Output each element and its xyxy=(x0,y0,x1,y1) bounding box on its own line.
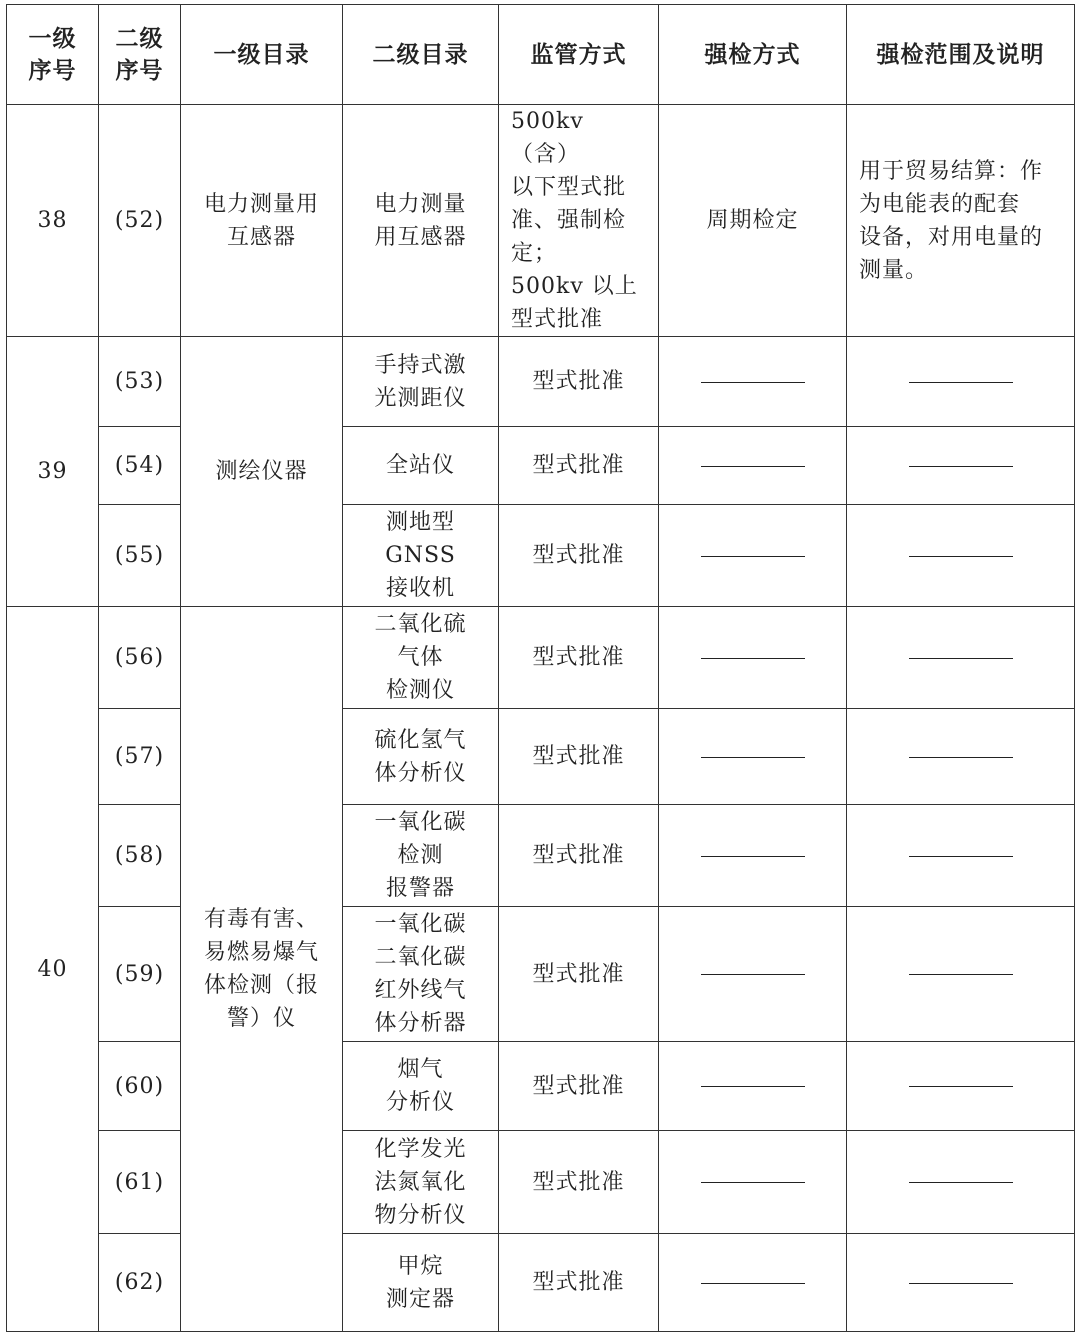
inspection-method xyxy=(659,805,847,907)
inspection-method xyxy=(659,505,847,607)
level1-no: 38 xyxy=(7,105,99,337)
header-scope: 强检范围及说明 xyxy=(847,5,1075,105)
inspection-scope xyxy=(847,709,1075,805)
level2-catalog: 一氧化碳 二氧化碳 红外线气 体分析器 xyxy=(343,907,499,1042)
level1-catalog: 电力测量用 互感器 xyxy=(181,105,343,337)
level2-no: (56) xyxy=(99,607,181,709)
inspection-scope xyxy=(847,805,1075,907)
dash-line xyxy=(701,1283,805,1284)
inspection-method xyxy=(659,1234,847,1332)
table-row xyxy=(7,427,1075,505)
level2-catalog: 化学发光 法氮氧化 物分析仪 xyxy=(343,1131,499,1234)
table-row xyxy=(7,709,1075,805)
inspection-scope xyxy=(847,427,1075,505)
table-row xyxy=(7,607,1075,709)
header-row xyxy=(7,5,1075,105)
table-row xyxy=(7,505,1075,607)
level2-catalog: 烟气 分析仪 xyxy=(343,1042,499,1131)
dash-line xyxy=(909,1283,1013,1284)
inspection-scope xyxy=(847,1234,1075,1332)
dash-line xyxy=(909,757,1013,758)
level2-no: (61) xyxy=(99,1131,181,1234)
table-row xyxy=(7,1042,1075,1131)
level2-catalog: 一氧化碳 检测 报警器 xyxy=(343,805,499,907)
supervision-method: 型式批准 xyxy=(499,805,659,907)
level1-no: 39 xyxy=(7,337,99,607)
level2-no: (58) xyxy=(99,805,181,907)
inspection-method xyxy=(659,1131,847,1234)
dash-line xyxy=(909,556,1013,557)
level2-catalog: 硫化氢气 体分析仪 xyxy=(343,709,499,805)
header-level2-no: 二级 序号 xyxy=(99,5,181,105)
table-row xyxy=(7,907,1075,1042)
supervision-method: 型式批准 xyxy=(499,1131,659,1234)
supervision-method: 型式批准 xyxy=(499,1234,659,1332)
dash-line xyxy=(701,974,805,975)
level2-no: (59) xyxy=(99,907,181,1042)
dash-line xyxy=(909,658,1013,659)
inspection-method: 周期检定 xyxy=(659,105,847,337)
table-row xyxy=(7,805,1075,907)
header-level2-catalog: 二级目录 xyxy=(343,5,499,105)
inspection-scope xyxy=(847,337,1075,427)
supervision-method: 500kv（含） 以下型式批 准、强制检 定； 500kv 以上 型式批准 xyxy=(499,105,659,337)
table-row xyxy=(7,1131,1075,1234)
table-row xyxy=(7,1234,1075,1332)
supervision-method: 型式批准 xyxy=(499,907,659,1042)
dash-line xyxy=(909,382,1013,383)
supervision-method: 型式批准 xyxy=(499,607,659,709)
level2-no: (52) xyxy=(99,105,181,337)
level1-no: 40 xyxy=(7,607,99,1332)
inspection-scope: 用于贸易结算：作 为电能表的配套 设备，对用电量的 测量。 xyxy=(847,105,1075,337)
inspection-method xyxy=(659,427,847,505)
inspection-scope xyxy=(847,907,1075,1042)
inspection-method xyxy=(659,337,847,427)
supervision-method: 型式批准 xyxy=(499,1042,659,1131)
inspection-method xyxy=(659,607,847,709)
inspection-scope xyxy=(847,607,1075,709)
dash-line xyxy=(701,757,805,758)
dash-line xyxy=(701,1086,805,1087)
supervision-method: 型式批准 xyxy=(499,427,659,505)
supervision-method: 型式批准 xyxy=(499,337,659,427)
inspection-scope xyxy=(847,1042,1075,1131)
level1-catalog: 有毒有害、 易燃易爆气 体检测（报 警）仪 xyxy=(181,607,343,1332)
level2-no: (54) xyxy=(99,427,181,505)
dash-line xyxy=(701,556,805,557)
dash-line xyxy=(701,658,805,659)
level2-no: (62) xyxy=(99,1234,181,1332)
inspection-method xyxy=(659,1042,847,1131)
dash-line xyxy=(701,1182,805,1183)
inspection-method xyxy=(659,907,847,1042)
supervision-method: 型式批准 xyxy=(499,709,659,805)
table-row xyxy=(7,337,1075,427)
supervision-method: 型式批准 xyxy=(499,505,659,607)
level2-catalog: 甲烷 测定器 xyxy=(343,1234,499,1332)
inspection-method xyxy=(659,709,847,805)
header-level1-catalog: 一级目录 xyxy=(181,5,343,105)
header-level1-no: 一级 序号 xyxy=(7,5,99,105)
level2-catalog: 二氧化硫 气体 检测仪 xyxy=(343,607,499,709)
dash-line xyxy=(701,856,805,857)
dash-line xyxy=(909,856,1013,857)
level2-no: (53) xyxy=(99,337,181,427)
level2-catalog: 电力测量 用互感器 xyxy=(343,105,499,337)
dash-line xyxy=(909,974,1013,975)
dash-line xyxy=(909,1182,1013,1183)
level2-catalog: 全站仪 xyxy=(343,427,499,505)
header-inspection: 强检方式 xyxy=(659,5,847,105)
level2-no: (57) xyxy=(99,709,181,805)
header-supervision: 监管方式 xyxy=(499,5,659,105)
metrology-catalog-table xyxy=(6,4,1075,1332)
table-row xyxy=(7,105,1075,337)
dash-line xyxy=(701,382,805,383)
level1-catalog: 测绘仪器 xyxy=(181,337,343,607)
dash-line xyxy=(909,1086,1013,1087)
level2-no: (60) xyxy=(99,1042,181,1131)
inspection-scope xyxy=(847,1131,1075,1234)
dash-line xyxy=(701,466,805,467)
level2-no: (55) xyxy=(99,505,181,607)
dash-line xyxy=(909,466,1013,467)
level2-catalog: 测地型 GNSS 接收机 xyxy=(343,505,499,607)
inspection-scope xyxy=(847,505,1075,607)
level2-catalog: 手持式激 光测距仪 xyxy=(343,337,499,427)
